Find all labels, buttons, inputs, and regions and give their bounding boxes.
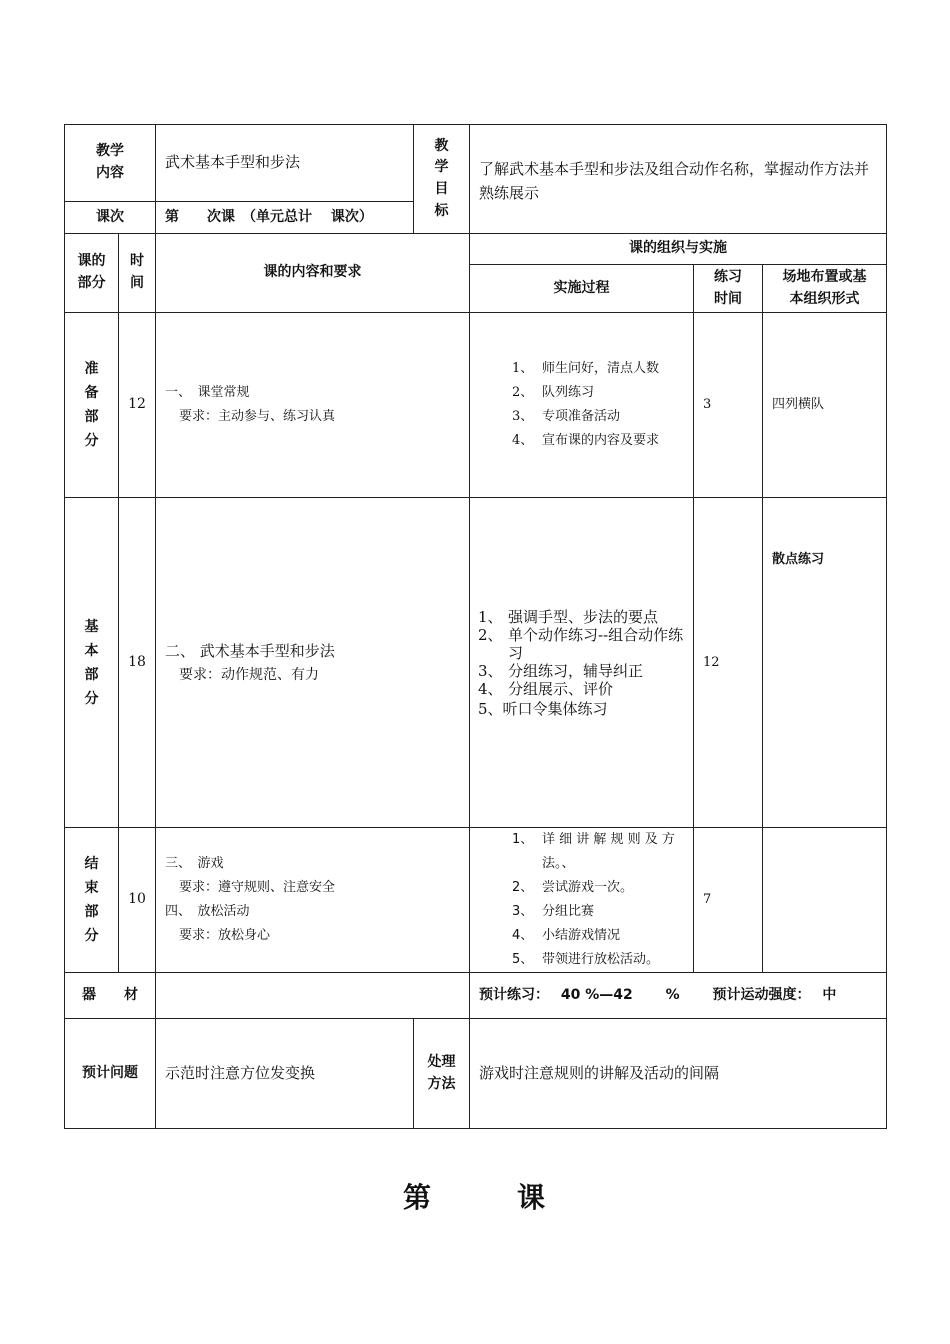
- list-item: 3、 专项准备活动: [512, 409, 621, 424]
- basic-venue: 散点练习: [763, 498, 887, 828]
- list-item: 2、 单个动作练习--组合动作练习: [478, 625, 684, 662]
- end-process: [470, 828, 694, 973]
- basic-time: 18: [119, 498, 156, 828]
- content-header: 课的内容和要求: [156, 234, 470, 313]
- organization-header: 课的组织与实施: [470, 234, 887, 265]
- basic-practice-time: 12: [694, 498, 763, 828]
- list-item: 5、 带领进行放松活动。: [512, 952, 660, 967]
- content-label: 教学 内容: [65, 125, 156, 202]
- problems-value: 示范时注意方位发变换: [156, 1019, 414, 1129]
- list-item: 4、 宣布课的内容及要求: [512, 433, 660, 448]
- next-lesson-heading: 第 课: [402, 1181, 548, 1214]
- lesson-plan-table: [64, 124, 887, 1129]
- method-label: 处理 方法: [414, 1019, 470, 1129]
- list-item: 1、 师生问好，清点人数: [512, 361, 660, 376]
- method-value: 游戏时注意规则的讲解及活动的间隔: [470, 1019, 887, 1129]
- basic-part-label: 基 本 部 分: [65, 498, 119, 828]
- practice-time-header: 练习 时间: [694, 265, 763, 313]
- list-item: 5、 听口令集体练习: [478, 699, 608, 718]
- time-header: 时 间: [119, 234, 156, 313]
- list-item: 1、 详 细 讲 解 规 则 及 方 法。、: [512, 832, 675, 871]
- end-practice-time: 7: [694, 828, 763, 973]
- prep-venue: 四列横队: [763, 313, 887, 498]
- end-part-label: 结 束 部 分: [65, 828, 119, 973]
- end-content: 三、 游戏 要求：遵守规则、注意安全 四、 放松活动 要求：放松身心: [156, 828, 470, 973]
- end-venue: [763, 828, 887, 973]
- venue-header: 场地布置或基 本组织形式: [763, 265, 887, 313]
- content-value: 武术基本手型和步法: [156, 125, 414, 202]
- part-header: 课的 部分: [65, 234, 119, 313]
- list-item: 4、 分组展示、评价: [478, 679, 614, 698]
- list-item: 3、 分组练习，辅导纠正: [478, 661, 644, 680]
- basic-content: 二、 武术基本手型和步法 要求：动作规范、有力: [156, 498, 470, 828]
- lesson-value: 第 次课 （单元总计 课次）: [156, 202, 414, 234]
- list-item: 3、 分组比赛: [512, 904, 595, 919]
- list-item: 2、 尝试游戏一次。: [512, 880, 634, 895]
- goal-value: 了解武术基本手型和步法及组合动作名称，掌握动作方法并熟练展示: [470, 125, 887, 234]
- exercise-forecast: 预计练习： 40 %—42 % 预计运动强度： 中: [470, 973, 887, 1019]
- prep-part-label: 准 备 部 分: [65, 313, 119, 498]
- problems-label: 预计问题: [65, 1019, 156, 1129]
- goal-label: 教 学 目 标: [414, 125, 470, 234]
- equipment-value: [156, 973, 470, 1019]
- list-item: 2、 队列练习: [512, 385, 595, 400]
- prep-process: [470, 313, 694, 498]
- process-header: 实施过程: [470, 265, 694, 313]
- end-time: 10: [119, 828, 156, 973]
- prep-content: 一、 课堂常规 要求：主动参与、练习认真: [156, 313, 470, 498]
- prep-practice-time: 3: [694, 313, 763, 498]
- prep-time: 12: [119, 313, 156, 498]
- basic-process: [470, 498, 694, 828]
- list-item: 4、 小结游戏情况: [512, 928, 621, 943]
- list-item: 1、 强调手型、步法的要点: [478, 607, 659, 626]
- equipment-label: 器 材: [65, 973, 156, 1019]
- lesson-label: 课次: [65, 202, 156, 234]
